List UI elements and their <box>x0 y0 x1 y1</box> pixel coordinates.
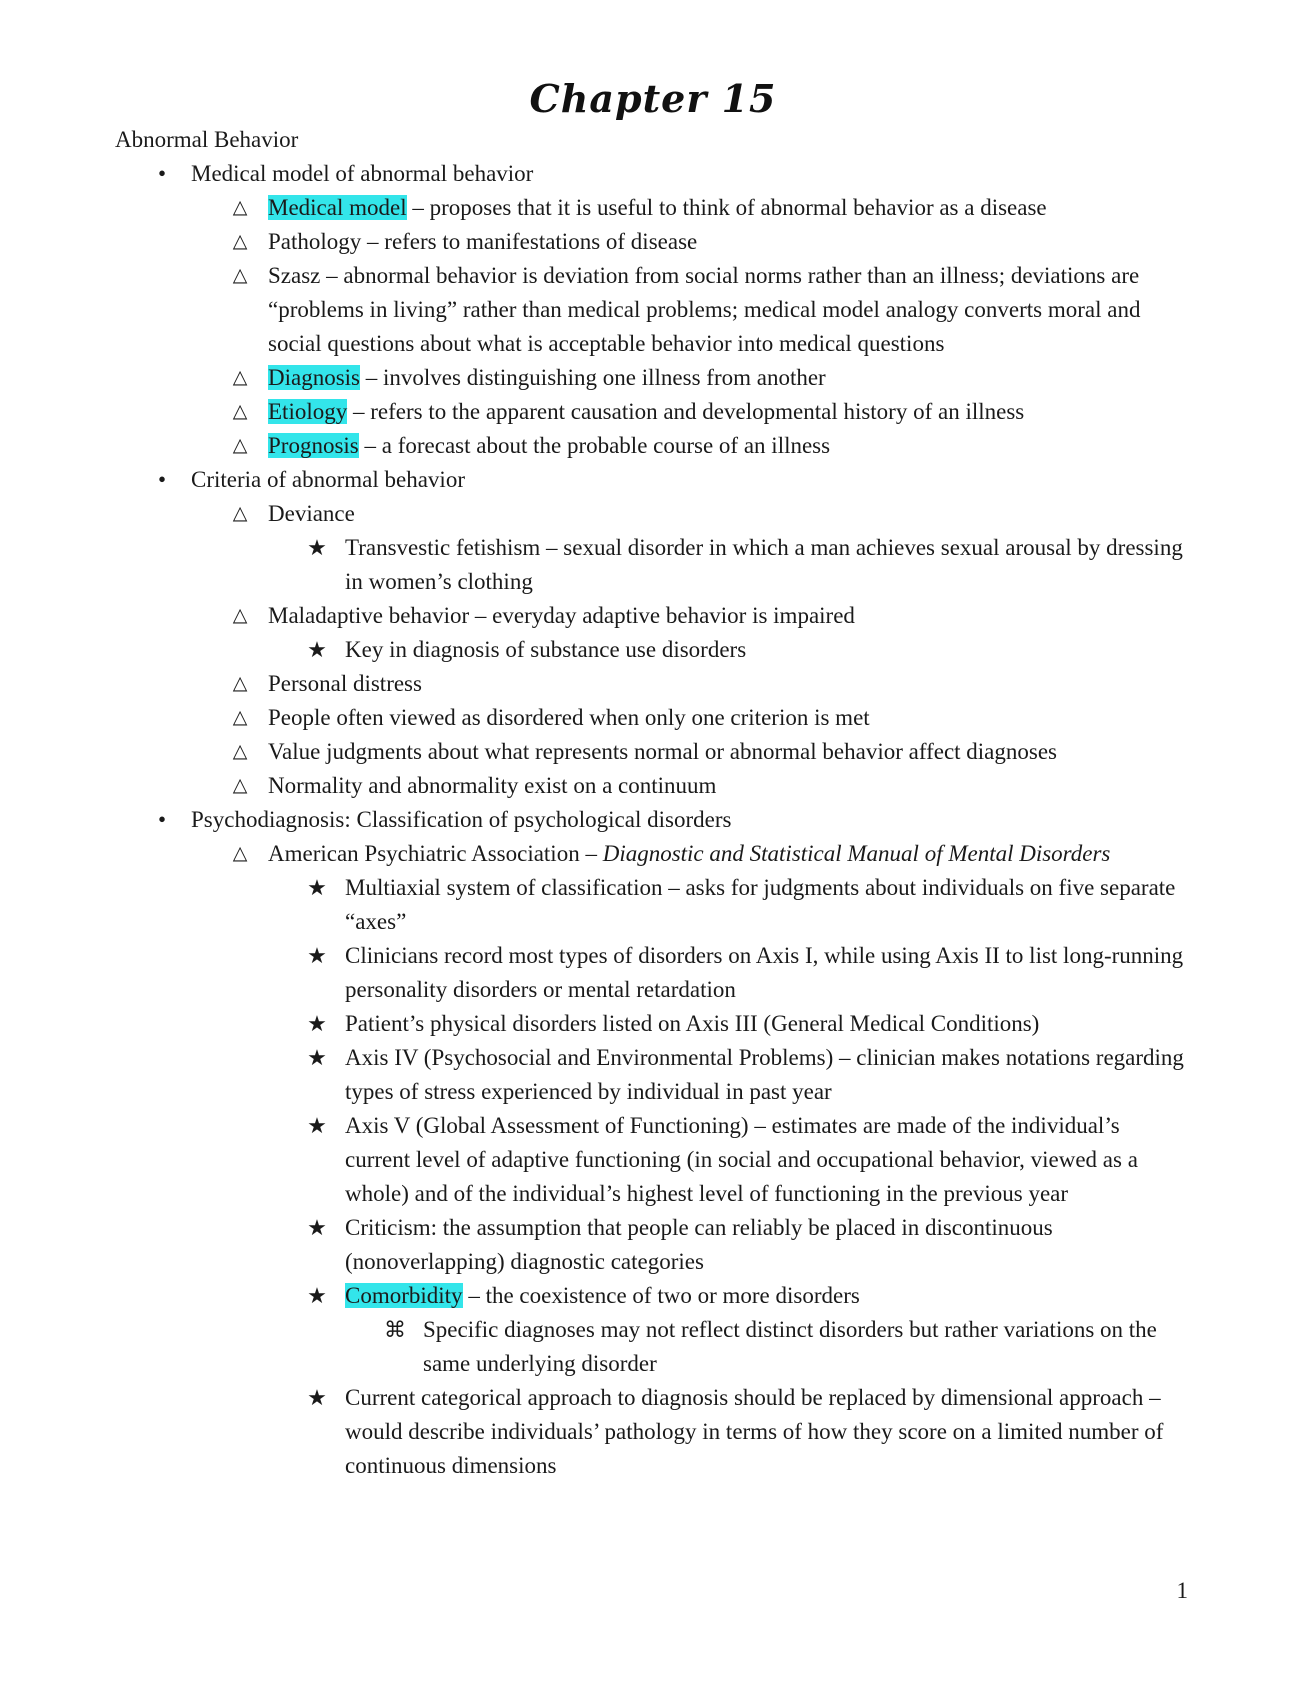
outline-item-text <box>423 1313 1185 1381</box>
outline-item-text <box>345 1041 1190 1109</box>
item-body-text: Axis IV (Psychosocial and Environmental Problems) – clinician makes notations regarding types of stress experienced by individual in past year <box>345 1045 1184 1104</box>
outline-item-text <box>345 1007 1190 1041</box>
triangle-bullet-icon: △ <box>232 435 248 456</box>
highlighted-term: Comorbidity <box>345 1283 463 1308</box>
triangle-bullet-icon: △ <box>232 401 248 422</box>
outline-item-level-3 <box>0 1211 1306 1279</box>
outline-item-level-1 <box>0 157 1306 191</box>
item-body-text: Specific diagnoses may not reflect distinct disorders but rather variations on the same underlying disorder <box>423 1317 1157 1376</box>
star-bullet-icon: ★ <box>307 875 327 900</box>
item-body-text: Clinicians record most types of disorders on Axis I, while using Axis II to list long-running personality disorders or mental retardation <box>345 943 1184 1002</box>
triangle-bullet-icon: △ <box>232 775 248 796</box>
outline-item-text <box>268 429 1188 463</box>
outline-item-text <box>268 259 1188 361</box>
outline-item-text <box>191 463 1191 497</box>
highlighted-term: Prognosis <box>268 433 359 458</box>
outline-item-level-3 <box>0 633 1306 667</box>
triangle-bullet-icon: △ <box>232 231 248 252</box>
outline-item-text <box>345 871 1190 939</box>
star-bullet-icon: ★ <box>307 1011 327 1036</box>
outline-item-level-2 <box>0 429 1306 463</box>
star-bullet-icon: ★ <box>307 1283 327 1308</box>
star-bullet-icon: ★ <box>307 943 327 968</box>
outline-item-text <box>268 701 1188 735</box>
outline-item-text <box>268 837 1188 871</box>
section-heading: Abnormal Behavior <box>115 127 299 152</box>
outline-item-level-2 <box>0 225 1306 259</box>
item-body-text: Pathology – refers to manifestations of disease <box>268 229 698 254</box>
outline-item-level-1 <box>0 803 1306 837</box>
triangle-bullet-icon: △ <box>232 197 248 218</box>
star-bullet-icon: ★ <box>307 1113 327 1138</box>
outline-item-text <box>191 803 1191 837</box>
outline-item-level-3 <box>0 1381 1306 1483</box>
outline-item-level-2 <box>0 191 1306 225</box>
outline-item-text <box>268 395 1188 429</box>
item-body-text: Transvestic fetishism – sexual disorder in which a man achieves sexual arousal by dressing in women’s clothing <box>345 535 1183 594</box>
outline-item-level-3 <box>0 1007 1306 1041</box>
triangle-bullet-icon: △ <box>232 605 248 626</box>
highlighted-term: Diagnosis <box>268 365 360 390</box>
outline-item-level-4 <box>0 1313 1306 1381</box>
item-body-text: Multiaxial system of classification – asks for judgments about individuals on five separate “axes” <box>345 875 1176 934</box>
outline-item-level-3 <box>0 871 1306 939</box>
item-body-text: Deviance <box>268 501 355 526</box>
triangle-bullet-icon: △ <box>232 673 248 694</box>
outline-item-text <box>268 225 1188 259</box>
item-body-text: – refers to the apparent causation and developmental history of an illness <box>347 399 1025 424</box>
outline-item-level-2 <box>0 667 1306 701</box>
outline-item-text <box>268 667 1188 701</box>
item-body-text: – the coexistence of two or more disorders <box>462 1283 860 1308</box>
item-body-text: – involves distinguishing one illness from another <box>360 365 826 390</box>
outline-item-level-3 <box>0 1041 1306 1109</box>
star-bullet-icon: ★ <box>307 637 327 662</box>
outline-item-text <box>268 769 1188 803</box>
bullet-icon: • <box>157 807 167 832</box>
outline-item-level-2 <box>0 361 1306 395</box>
outline-item-level-2 <box>0 769 1306 803</box>
outline-item-level-2 <box>0 395 1306 429</box>
item-body-text: People often viewed as disordered when only one criterion is met <box>268 705 870 730</box>
item-body-text: Value judgments about what represents normal or abnormal behavior affect diagnoses <box>268 739 1057 764</box>
outline-item-text <box>268 497 1188 531</box>
highlighted-term: Etiology <box>268 399 348 424</box>
outline-item-level-3 <box>0 1279 1306 1313</box>
outline-item-level-2 <box>0 497 1306 531</box>
outline-item-text <box>268 361 1188 395</box>
bullet-icon: • <box>157 161 167 186</box>
star-bullet-icon: ★ <box>307 1215 327 1240</box>
item-body-text: Criticism: the assumption that people can reliably be placed in discontinuous (nonoverlapping) diagnostic categories <box>345 1215 1053 1274</box>
italic-title: Diagnostic and Statistical Manual of Mental Disorders <box>602 841 1111 866</box>
outline-item-level-3 <box>0 1109 1306 1211</box>
triangle-bullet-icon: △ <box>232 367 248 388</box>
outline-item-text <box>345 1279 1190 1313</box>
chapter-title: Chapter 15 <box>529 76 777 121</box>
highlighted-term: Medical model <box>268 195 407 220</box>
item-body-text: Szasz – abnormal behavior is deviation from social norms rather than an illness; deviations are “problems in living” rather than medical problems; medical model analogy converts moral and social questions about what is acceptable behavior into medical questions <box>268 263 1141 356</box>
outline-item-level-2 <box>0 259 1306 361</box>
item-body-text: Normality and abnormality exist on a continuum <box>268 773 717 798</box>
item-body-text: Patient’s physical disorders listed on Axis III (General Medical Conditions) <box>345 1011 1040 1036</box>
item-body-text: Key in diagnosis of substance use disorders <box>345 637 747 662</box>
outline-item-text <box>345 1109 1190 1211</box>
outline-item-level-3 <box>0 939 1306 1007</box>
outline-item-text <box>345 1211 1190 1279</box>
triangle-bullet-icon: △ <box>232 265 248 286</box>
outline-item-text <box>345 1381 1190 1483</box>
outline-item-text <box>268 191 1188 225</box>
bullet-icon: • <box>157 467 167 492</box>
outline-item-level-2 <box>0 837 1306 871</box>
star-bullet-icon: ★ <box>307 535 327 560</box>
item-body-text: Personal distress <box>268 671 422 696</box>
triangle-bullet-icon: △ <box>232 503 248 524</box>
item-body-text: – a forecast about the probable course of an illness <box>358 433 831 458</box>
outline-item-text <box>268 599 1188 633</box>
outline-item-text <box>345 939 1190 1007</box>
outline-item-text <box>345 531 1190 599</box>
outline-item-level-2 <box>0 701 1306 735</box>
outline-item-level-1 <box>0 463 1306 497</box>
star-bullet-icon: ★ <box>307 1385 327 1410</box>
triangle-bullet-icon: △ <box>232 707 248 728</box>
outline-item-level-2 <box>0 735 1306 769</box>
outline-item-text <box>268 735 1188 769</box>
item-body-text: Current categorical approach to diagnosis should be replaced by dimensional approach – would describe individuals’ pathology in terms of how they score on a limited number of continuous dimensions <box>345 1385 1164 1478</box>
outline-item-level-3 <box>0 531 1306 599</box>
item-body-text: Psychodiagnosis: Classification of psychological disorders <box>191 807 732 832</box>
item-body-text: Axis V (Global Assessment of Functioning) – estimates are made of the individual’s current level of adaptive functioning (in social and occupational behavior, viewed as a whole) and of the individual’s highest level of functioning in the previous year <box>345 1113 1138 1206</box>
item-body-text: Medical model of abnormal behavior <box>191 161 534 186</box>
outline-item-text <box>191 157 1191 191</box>
command-bullet-icon: ⌘ <box>384 1317 406 1342</box>
outline-list <box>0 157 1306 1483</box>
item-body-text: Maladaptive behavior – everyday adaptive behavior is impaired <box>268 603 855 628</box>
outline-item-text <box>345 633 1190 667</box>
triangle-bullet-icon: △ <box>232 741 248 762</box>
item-body-text: Criteria of abnormal behavior <box>191 467 465 492</box>
star-bullet-icon: ★ <box>307 1045 327 1070</box>
triangle-bullet-icon: △ <box>232 843 248 864</box>
item-body-text: – proposes that it is useful to think of abnormal behavior as a disease <box>406 195 1047 220</box>
page-number: 1 <box>1176 1578 1188 1603</box>
outline-item-level-2 <box>0 599 1306 633</box>
item-body-text: American Psychiatric Association – <box>268 841 603 866</box>
